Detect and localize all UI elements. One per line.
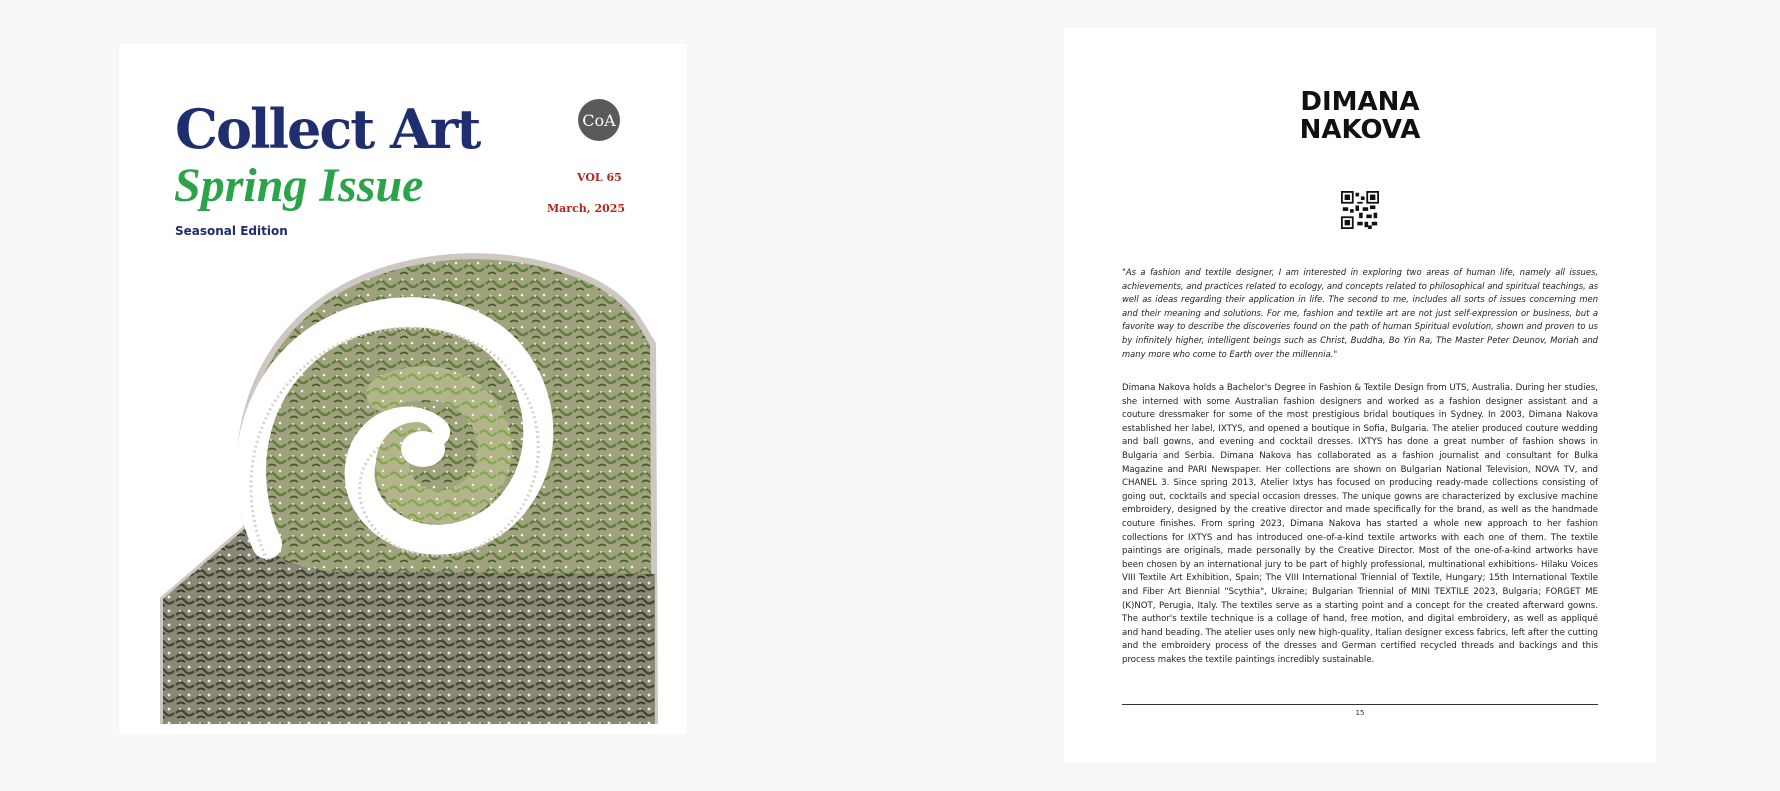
artist-last-name: NAKOVA [1299, 115, 1421, 145]
footer-divider [1122, 704, 1598, 705]
issue-date: March, 2025 [547, 202, 626, 215]
artist-quote: "As a fashion and textile designer, I am interested in exploring two areas of human life, namely all issues, achievements, and practices related to ecology, and concepts related to philosophical and spiritual teachings, as well as ideas regarding their application in life. The second to me, includes all sorts of issues concerning men and their meaning and solutions. For me, fashion and textile art are not just self-expression or business, but a favorite way to describe the discoveries found on the path of human Spiritual evolution, shown and proven to us by infinitely higher, intelligent beings such as Christ, Buddha, Bo Yin Ra, The Master Peter Deunov, Moriah and many more who come to Earth over the millennia." [1122, 267, 1598, 359]
volume-label: VOL 65 [577, 171, 622, 184]
article-page [1064, 28, 1656, 763]
issue-subtitle: Spring Issue [174, 159, 424, 212]
page-number: 15 [1355, 709, 1365, 717]
coa-logo-icon: CoA [578, 99, 620, 141]
artist-first-name: DIMANA [1300, 87, 1420, 117]
embroidered-spiral-artwork-icon [155, 244, 665, 724]
magazine-cover-page [119, 44, 687, 734]
qr-code-icon [1341, 191, 1379, 229]
edition-label: Seasonal Edition [175, 224, 288, 238]
artist-biography: Dimana Nakova holds a Bachelor's Degree in Fashion & Textile Design from UTS, Australia. During her studies, she interned with some Australian fashion designers and worked as a fashion designer assistant and a couture dressmaker for some of the most prestigious bridal boutiques in Sydney. In 2003, Dimana Nakova established her label, IXTYS, and opened a boutique in Sofia, Bulgaria. The atelier produced couture wedding and ball gowns, and evening and cocktail dresses. IXTYS has done a great number of fashion shows in Bulgaria and Serbia. Dimana Nakova has collaborated as a fashion journalist and consultant for Bulka Magazine and PARI Newspaper. Her collections are shown on Bulgarian National Television, NOVA TV, and CHANEL 3. Since spring 2013, Atelier Ixtys has focused on producing ready-made collections consisting of going out, cocktails and special occasion dresses. The unique gowns are characterized by exclusive machine embroidery, designed by the creative director and made specifically for the brand, as well as the handmade couture finishes. From spring 2023, Dimana Nakova has started a whole new approach to her fashion collections for IXTYS and has introduced one-of-a-kind textile artworks with each one of them. The textile paintings are originals, made personally by the Creative Director. Most of the one-of-a-kind artworks have been chosen by an international jury to be part of highly professional, multinational exhibitions- Hilaku Voices VIII Textile Art Exhibition, Spain; The VIII International Triennial of Textile, Hungary; 15th International Textile and Fiber Art Biennial "Scythia", Ukraine; Bulgarian Triennial of MINI TEXTILE 2023, Bulgaria; FORGET ME (K)NOT, Perugia, Italy. The textiles serve as a starting point and a concept for the created afterward gowns. The author's textile technique is a collage of hand, free motion, and digital embroidery, as well as appliqué and hand beading. The atelier uses only new high-quality, Italian designer excess fabrics, left after the cutting and the embroidery process of the dresses and German certified recycled threads and backings and this process makes the textile paintings incredibly sustainable. [1122, 383, 1598, 665]
magazine-title: Collect Art [175, 97, 480, 161]
artist-name-heading [1064, 88, 1656, 144]
